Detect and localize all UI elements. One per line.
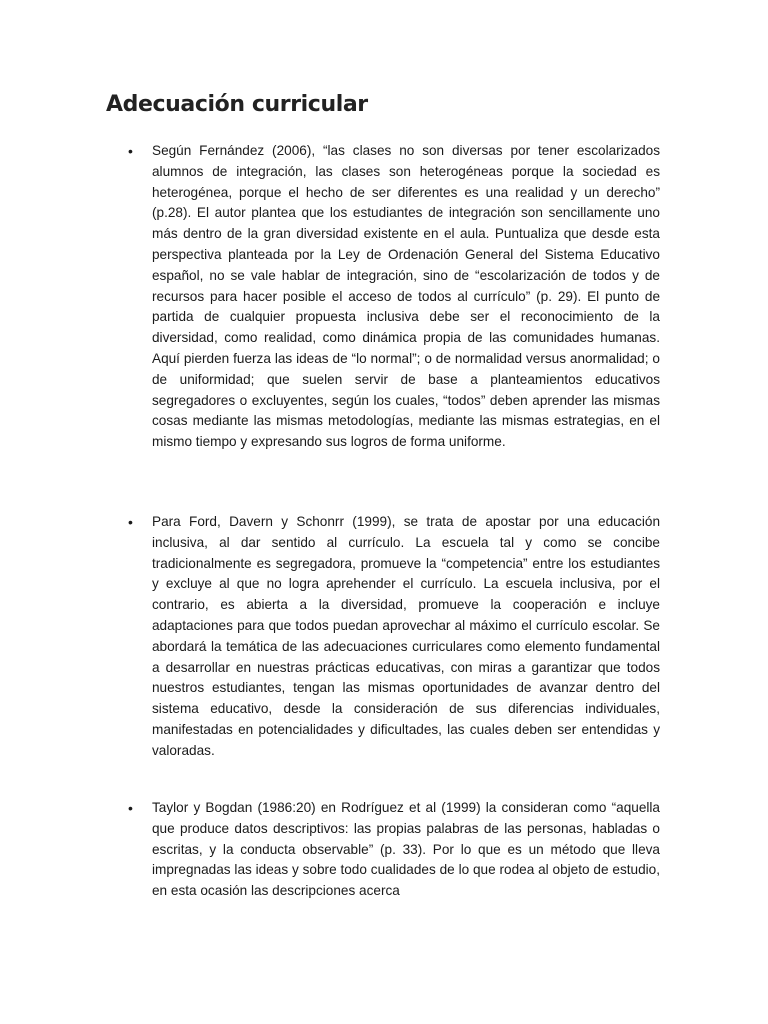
list-item — [128, 512, 660, 762]
paragraph-taylor: Taylor y Bogdan (1986:20) en Rodríguez et al (1999) la consideran como “aquella que produce datos descriptivos: las propias palabras de las personas, habladas o escritas, y la conducta observable” (p. 33). Por lo que es un método que lleva impregnadas las ideas y sobre todo cualidades de lo que rodea al objeto de estudio, en esta ocasión las descripciones acerca — [152, 800, 660, 899]
page-title: Adecuación curricular — [106, 92, 368, 117]
list-item — [128, 798, 660, 902]
bullet-icon: • — [128, 143, 133, 159]
paragraph-ford: Para Ford, Davern y Schonrr (1999), se trata de apostar por una educación inclusiva, al dar sentido al currículo. La escuela tal y como se concibe tradicionalmente es segregadora, promueve la “competencia” entre los estudiantes y excluye al que no logra aprehender el currículo. La escuela inclusiva, por el contrario, es abierta a la diversidad, promueve la cooperación e incluye adaptaciones para que todos puedan aprovechar al máximo el currículo escolar. Se abordará la temática de las adecuaciones curriculares como elemento fundamental a desarrollar en nuestras prácticas educativas, con miras a garantizar que todos nuestros estudiantes, tengan las mismas oportunidades de avanzar dentro del sistema educativo, desde la consideración de sus diferencias individuales, manifestadas en potencialidades y dificultades, las cuales deben ser entendidas y valoradas. — [152, 514, 660, 758]
bullet-icon: • — [128, 514, 133, 530]
bullet-icon: • — [128, 800, 133, 816]
list-item — [128, 141, 660, 453]
paragraph-fernandez: Según Fernández (2006), “las clases no son diversas por tener escolarizados alumnos de integración, las clases son heterogéneas porque la sociedad es heterogénea, porque el hecho de ser diferentes es una realidad y un derecho” (p.28). El autor plantea que los estudiantes de integración son sencillamente uno más dentro de la gran diversidad existente en el aula. Puntualiza que desde esta perspectiva planteada por la Ley de Ordenación General del Sistema Educativo español, no se vale hablar de integración, sino de “escolarización de todos y de recursos para hacer posible el acceso de todos al currículo” (p. 29). El punto de partida de cualquier propuesta inclusiva debe ser el reconocimiento de la diversidad, como realidad, como dinámica propia de las comunidades humanas. Aquí pierden fuerza las ideas de “lo normal”; o de normalidad versus anormalidad; o de uniformidad; que suelen servir de base a planteamientos educativos segregadores o excluyentes, según los cuales, “todos” deben aprender las mismas cosas mediante las mismas metodologías, mediante las mismas estrategias, en el mismo tiempo y expresando sus logros de forma uniforme. — [152, 143, 660, 450]
